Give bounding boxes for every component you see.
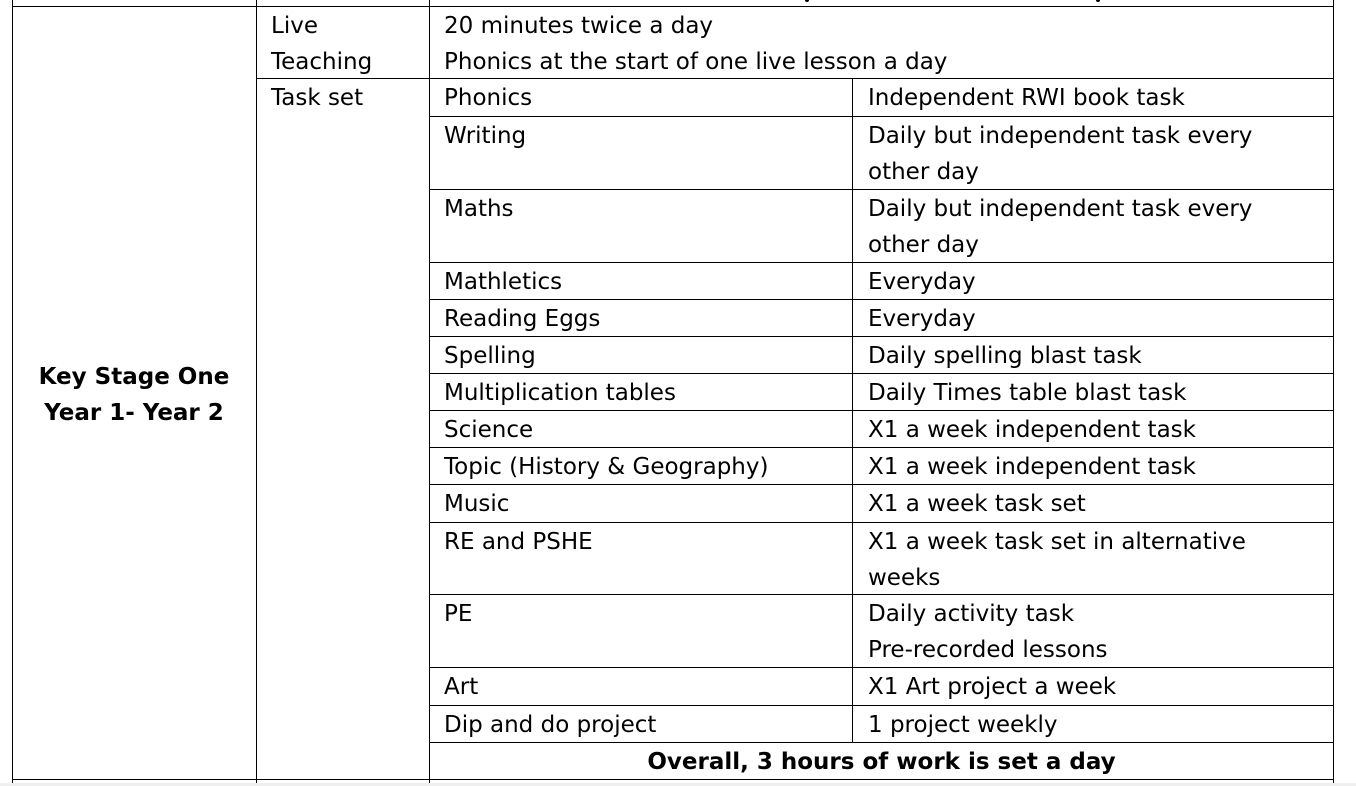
task-subject: Phonics <box>444 85 533 111</box>
task-subject: Science <box>444 417 534 443</box>
live-label-line1: Live <box>271 13 318 39</box>
task-subject: Music <box>444 491 510 517</box>
task-subject: Topic (History & Geography) <box>444 454 769 480</box>
task-detail: Daily spelling blast task <box>868 343 1142 369</box>
task-detail: X1 a week independent task <box>868 454 1196 480</box>
task-detail: X1 Art project a week <box>868 674 1117 700</box>
task-detail: Independent RWI book task <box>868 85 1185 111</box>
task-detail: weeks <box>868 565 941 591</box>
task-subject: Maths <box>444 196 514 222</box>
task-detail: Daily Times table blast task <box>868 380 1187 406</box>
task-detail: Everyday <box>868 269 976 295</box>
task-subject: Multiplication tables <box>444 380 676 406</box>
task-detail: X1 a week task set in alternative <box>868 529 1246 555</box>
live-value-line1: 20 minutes twice a day <box>444 13 714 39</box>
task-set-label: Task set <box>271 85 364 111</box>
live-label-line2: Teaching <box>271 49 373 75</box>
column-divider <box>256 0 257 783</box>
task-detail: X1 a week independent task <box>868 417 1196 443</box>
task-detail: Pre-recorded lessons <box>868 637 1108 663</box>
row-border <box>430 522 1334 523</box>
task-subject: Art <box>444 674 479 700</box>
task-detail: Daily but independent task every <box>868 123 1253 149</box>
live-value-line2: Phonics at the start of one live lesson a day <box>444 49 948 75</box>
task-subject: Mathletics <box>444 269 563 295</box>
task-detail: Daily but independent task every <box>868 196 1253 222</box>
task-subject: Spelling <box>444 343 536 369</box>
task-subject: Writing <box>444 123 527 149</box>
clipped-text-fragment <box>1096 0 1106 4</box>
task-detail: Everyday <box>868 306 976 332</box>
row-border <box>430 116 1334 117</box>
task-subject: Dip and do project <box>444 712 657 738</box>
task-detail: X1 a week task set <box>868 491 1086 517</box>
task-detail: Daily activity task <box>868 601 1075 627</box>
key-stage-name: Key Stage One <box>38 364 230 390</box>
column-divider <box>429 0 430 783</box>
key-stage-years: Year 1- Year 2 <box>44 400 224 426</box>
row-border <box>430 705 1334 706</box>
task-detail: other day <box>868 159 979 185</box>
task-subject: Reading Eggs <box>444 306 601 332</box>
task-detail: 1 project weekly <box>868 712 1058 738</box>
key-stage-label <box>12 359 256 431</box>
column-divider <box>852 78 853 742</box>
table-top-border <box>12 6 1334 7</box>
task-subject: PE <box>444 601 473 627</box>
task-subject: RE and PSHE <box>444 529 593 555</box>
clipped-text-fragment <box>805 0 815 4</box>
task-detail: other day <box>868 232 979 258</box>
summary-text: Overall, 3 hours of work is set a day <box>647 749 1116 775</box>
table-right-border <box>1333 0 1334 783</box>
